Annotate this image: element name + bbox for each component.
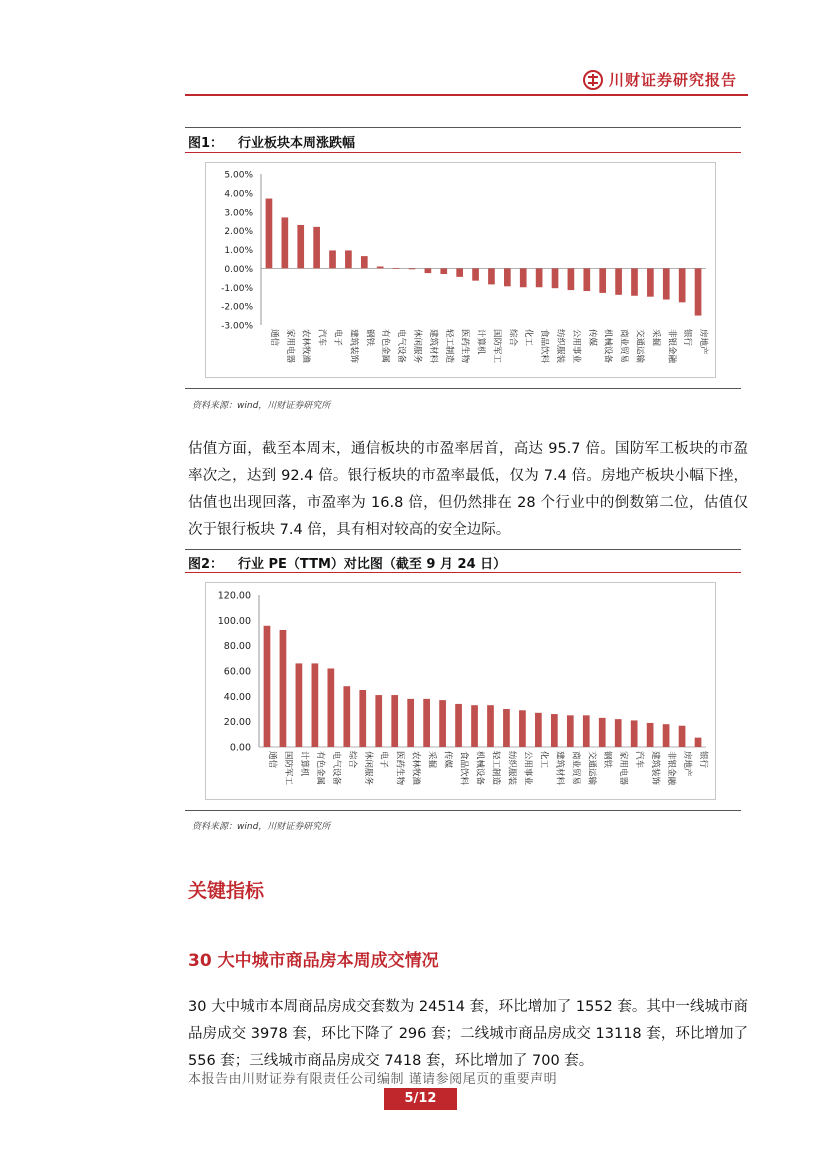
page-number: 5/12 [384, 1088, 457, 1110]
category-label: 休闲服务 [411, 329, 422, 364]
bar [631, 268, 638, 295]
figure2-caption [188, 553, 506, 572]
category-label: 电气设备 [330, 751, 341, 786]
bar [552, 268, 559, 288]
category-label: 有色金属 [314, 751, 325, 786]
figure1-chart-frame [205, 162, 716, 378]
figure1-bottom-rule [185, 388, 741, 389]
figure2-bottom-rule [185, 810, 741, 811]
bar [471, 705, 478, 747]
bar [440, 268, 447, 274]
category-label: 房地产 [698, 329, 709, 355]
y-tick-label: 2.00% [224, 227, 253, 238]
y-tick-label: 60.00 [223, 666, 251, 678]
category-label: 建筑材料 [427, 329, 438, 364]
footer-disclaimer: 本报告由川财证券有限责任公司编制 谨请参阅尾页的重要声明 [188, 1072, 558, 1087]
bar [264, 626, 271, 747]
y-tick-label: 0.00 [229, 742, 251, 754]
figure1-red-rule [185, 152, 741, 153]
bar [297, 225, 304, 268]
category-label: 电气设备 [396, 329, 407, 364]
bar [312, 663, 319, 747]
category-label: 商业贸易 [618, 329, 629, 364]
bar [695, 268, 702, 315]
category-label: 传媒 [442, 751, 453, 769]
bar [377, 266, 384, 268]
bar [568, 268, 575, 290]
y-tick-label: -2.00% [221, 302, 253, 313]
bar [361, 256, 368, 268]
bar [663, 724, 670, 747]
category-label: 食品饮料 [539, 329, 550, 364]
bar [583, 715, 590, 747]
figure2-chart [206, 583, 715, 799]
figure1-caption [188, 132, 355, 151]
bar [567, 715, 574, 747]
bar [487, 705, 494, 747]
bar [327, 668, 334, 747]
category-label: 机械设备 [602, 329, 613, 364]
header-rule [185, 94, 748, 96]
bar [282, 217, 289, 268]
y-tick-label: 80.00 [223, 641, 251, 653]
bar [266, 199, 273, 269]
bar [455, 704, 462, 747]
figure1-source: 资料来源：wind，川财证券研究所 [192, 401, 331, 411]
category-label: 非银金融 [666, 751, 677, 786]
category-label: 采掘 [426, 751, 437, 769]
transactions-paragraph: 30 大中城市本周商品房成交套数为 24514 套，环比增加了 1552 套。其中一线城市商品房成交 3978 套，环比下降了 296 套；二线城市商品房成交 13118 套，环比增加了 556 套；三线城市商品房成交 7418 套，环比增加了 700 套。 [188, 999, 748, 1069]
chuancai-logo-icon [583, 70, 603, 90]
category-label: 钢铁 [364, 329, 375, 347]
category-label: 通信 [268, 329, 279, 347]
category-label: 公用事业 [522, 751, 533, 786]
category-label: 商业贸易 [570, 751, 581, 786]
bar [456, 268, 463, 276]
category-label: 轻工制造 [490, 751, 501, 786]
section-heading: 关键指标 [188, 880, 265, 902]
valuation-paragraph: 估值方面，截至本周末，通信板块的市盈率居首，高达 95.7 倍。国防军工板块的市盈率次之，达到 92.4 倍。银行板块的市盈率最低，仅为 7.4 倍。房地产板块小幅下挫，估值也出现回落，市盈率为 16.8 倍，但仍然排在 28 个行业中的倒数第二位，估值仅次于银行板块 7.4 倍，具有相对较高的安全边际。 [188, 441, 748, 538]
y-tick-label: 0.00% [224, 264, 253, 275]
category-label: 国防军工 [491, 329, 502, 364]
bar [343, 686, 350, 747]
bar [520, 268, 527, 287]
bar [407, 699, 414, 747]
bar [519, 710, 526, 747]
bar [409, 268, 416, 269]
category-label: 计算机 [298, 751, 309, 777]
bar [663, 268, 670, 299]
subsection-heading: 30 大中城市商品房本周成交情况 [188, 951, 439, 971]
y-tick-label: 4.00% [224, 189, 253, 200]
bar [359, 690, 366, 747]
category-label: 建筑装饰 [650, 751, 661, 786]
category-label: 通信 [266, 751, 277, 769]
bar [393, 268, 400, 269]
bar [679, 268, 686, 302]
category-label: 传媒 [586, 329, 597, 347]
bar [615, 719, 622, 747]
category-label: 电子 [378, 751, 389, 769]
bar [296, 663, 303, 747]
category-label: 农林牧渔 [410, 751, 421, 786]
category-label: 家用电器 [618, 751, 629, 786]
figure1-number: 图1： [188, 136, 224, 151]
bar [535, 713, 542, 747]
figure2-source: 资料来源：wind，川财证券研究所 [192, 822, 331, 832]
figure1-chart [206, 163, 715, 377]
figure1-top-rule [185, 127, 741, 128]
category-label: 非银金融 [666, 329, 677, 364]
report-brand: 川财证券研究报告 [609, 71, 738, 89]
bar [345, 250, 352, 268]
category-label: 轻工制造 [443, 329, 454, 364]
figure2-top-rule [185, 549, 741, 550]
y-tick-label: 20.00 [223, 717, 251, 729]
category-label: 农林牧渔 [300, 329, 311, 364]
category-label: 电子 [332, 329, 343, 347]
figure1-title: 行业板块本周涨跌幅 [238, 136, 356, 151]
category-label: 纺织服装 [506, 751, 517, 786]
category-label: 房地产 [682, 751, 693, 777]
figure2-number: 图2： [188, 557, 224, 572]
y-tick-label: 100.00 [217, 615, 251, 627]
bar [536, 268, 543, 287]
bar [647, 268, 654, 296]
category-label: 医药生物 [459, 329, 470, 364]
category-label: 银行 [698, 751, 709, 769]
bar [679, 726, 686, 747]
bar [551, 714, 558, 747]
bar [329, 250, 336, 268]
figure2-red-rule [185, 572, 741, 573]
bar [615, 268, 622, 294]
category-label: 综合 [507, 329, 518, 347]
figure2-chart-frame [205, 582, 716, 800]
category-label: 机械设备 [474, 751, 485, 786]
bar [583, 268, 590, 291]
category-label: 汽车 [634, 751, 645, 769]
category-label: 综合 [346, 751, 357, 769]
bar [504, 268, 511, 286]
category-label: 国防军工 [282, 751, 293, 786]
category-label: 交通运输 [634, 329, 645, 364]
bar [391, 695, 398, 747]
category-label: 建筑装饰 [348, 329, 359, 364]
y-tick-label: 40.00 [223, 691, 251, 703]
y-tick-label: 3.00% [224, 208, 253, 219]
category-label: 公用事业 [570, 329, 581, 364]
category-label: 纺织服装 [555, 329, 566, 364]
category-label: 化工 [538, 751, 549, 769]
category-label: 休闲服务 [362, 751, 373, 786]
category-label: 化工 [523, 329, 534, 347]
y-tick-label: 5.00% [224, 170, 253, 181]
category-label: 家用电器 [284, 329, 295, 364]
category-label: 计算机 [475, 329, 486, 355]
y-tick-label: 120.00 [217, 590, 251, 602]
bar [647, 723, 654, 747]
bar [631, 720, 638, 747]
category-label: 汽车 [316, 329, 327, 347]
category-label: 有色金属 [380, 329, 391, 364]
category-label: 建筑材料 [554, 751, 565, 786]
bar [503, 709, 510, 747]
bar [472, 268, 479, 280]
category-label: 交通运输 [586, 751, 597, 786]
bar [488, 268, 495, 284]
bar [439, 700, 446, 747]
bar [599, 268, 606, 293]
y-tick-label: 1.00% [224, 246, 253, 256]
bar [375, 695, 382, 747]
figure2-title: 行业 PE（TTM）对比图（截至 9 月 24 日） [238, 557, 507, 572]
y-tick-label: -3.00% [221, 321, 253, 332]
bar [599, 718, 606, 747]
category-label: 采掘 [650, 329, 661, 347]
bar [423, 699, 430, 747]
bar [425, 268, 432, 273]
bar [313, 227, 320, 269]
y-tick-label: -1.00% [221, 283, 253, 294]
category-label: 钢铁 [602, 751, 613, 769]
category-label: 银行 [682, 329, 693, 347]
category-label: 食品饮料 [458, 751, 469, 786]
bar [280, 630, 287, 747]
category-label: 医药生物 [394, 751, 405, 786]
bar [695, 738, 702, 747]
